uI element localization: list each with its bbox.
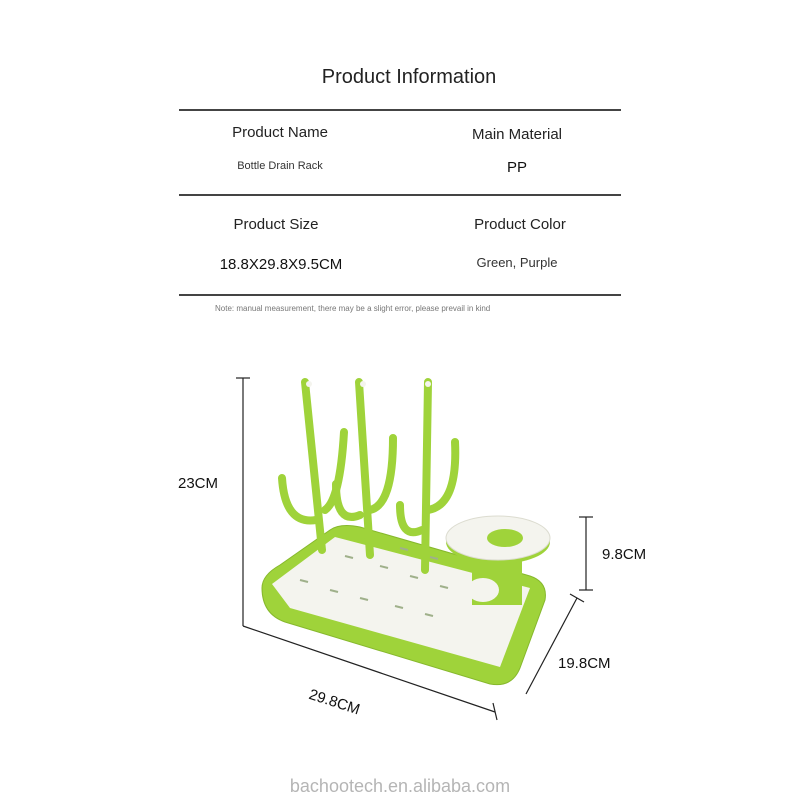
height-dimension: 23CM (178, 475, 219, 492)
length-dimension: 29.8CM (306, 686, 362, 719)
product-color-label: Product Color (474, 216, 566, 233)
watermark: bachootech.en.alibaba.com (289, 776, 511, 796)
measurement-note: Note: manual measurement, there may be a slight error, please prevail in kind (215, 304, 491, 313)
holder-height-dimension: 9.8CM (602, 546, 647, 563)
product-size-value: 18.8X29.8X9.5CM (219, 256, 343, 273)
product-name-label: Product Name (232, 124, 328, 141)
rack-branches (282, 382, 455, 570)
page-title: Product Information (321, 66, 497, 88)
main-material-label: Main Material (471, 126, 563, 143)
depth-dimension: 19.8CM (558, 655, 611, 672)
product-color-value: Green, Purple (476, 255, 558, 270)
product-name-value: Bottle Drain Rack (237, 160, 323, 172)
main-material-value: PP (506, 159, 527, 176)
product-size-label: Product Size (233, 216, 319, 233)
